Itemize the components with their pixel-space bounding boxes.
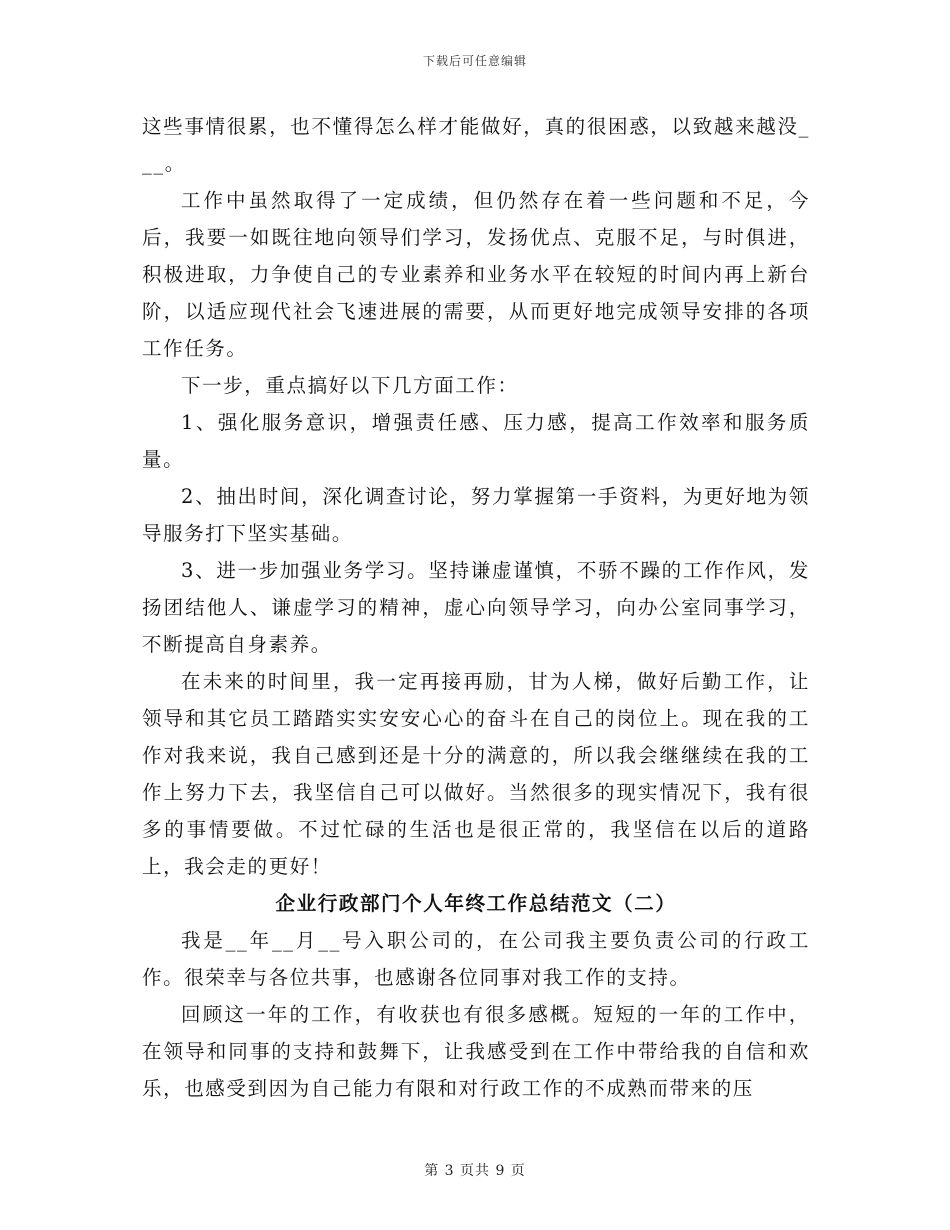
document-body [142,108,810,1107]
paragraph-closing: 在未来的时间里，我一定再接再励，甘为人梯，做好后勤工作，让领导和其它员工踏踏实实安安心心的奋斗在自己的岗位上。现在我的工作对我来说，我自己感到还是十分的满意的，所以我会继继续在我的工作上努力下去，我坚信自己可以做好。当然很多的现实情况下，我有很多的事情要做。不过忙碌的生活也是很正常的，我坚信在以后的道路上，我会走的更好！ [142,670,810,878]
section-paragraph-2: 回顾这一年的工作，有收获也有很多感概。短短的一年的工作中，在领导和同事的支持和鼓舞下，让我感受到在工作中带给我的自信和欢乐，也感受到因为自己能力有限和对行政工作的不成熟而带来的压 [142,1003,810,1100]
paragraph-1: 这些事情很累，也不懂得怎么样才能做好，真的很困惑，以致越来越没___。 [142,115,810,175]
header-note: 下载后可任意编辑 [422,54,527,68]
section-title: 企业行政部门个人年终工作总结范文（二） [275,892,677,915]
page-number: 第 3 页共 9 页 [424,1163,526,1179]
section-paragraph-1: 我是__年__月__号入职公司的，在公司我主要负责公司的行政工作。很荣幸与各位共事，也感谢各位同事对我工作的支持。 [142,929,810,989]
list-item-3: 3、进一步加强业务学习。坚持谦虚谨慎，不骄不躁的工作作风，发扬团结他人、谦虚学习的精神，虚心向领导学习，向办公室同事学习，不断提高自身素养。 [142,559,810,656]
list-item-1: 1、强化服务意识，增强责任感、压力感，提高工作效率和服务质量。 [142,411,810,471]
list-item-2: 2、抽出时间，深化调查讨论，努力掌握第一手资料，为更好地为领导服务打下坚实基础。 [142,485,810,545]
paragraph-2: 工作中虽然取得了一定成绩，但仍然存在着一些问题和不足，今后，我要一如既往地向领导们学习，发扬优点、克服不足，与时俱进，积极进取，力争使自己的专业素养和业务水平在较短的时间内再上新台阶，以适应现代社会飞速进展的需要，从而更好地完成领导安排的各项工作任务。 [142,189,810,360]
paragraph-3: 下一步，重点搞好以下几方面工作： [181,374,519,397]
